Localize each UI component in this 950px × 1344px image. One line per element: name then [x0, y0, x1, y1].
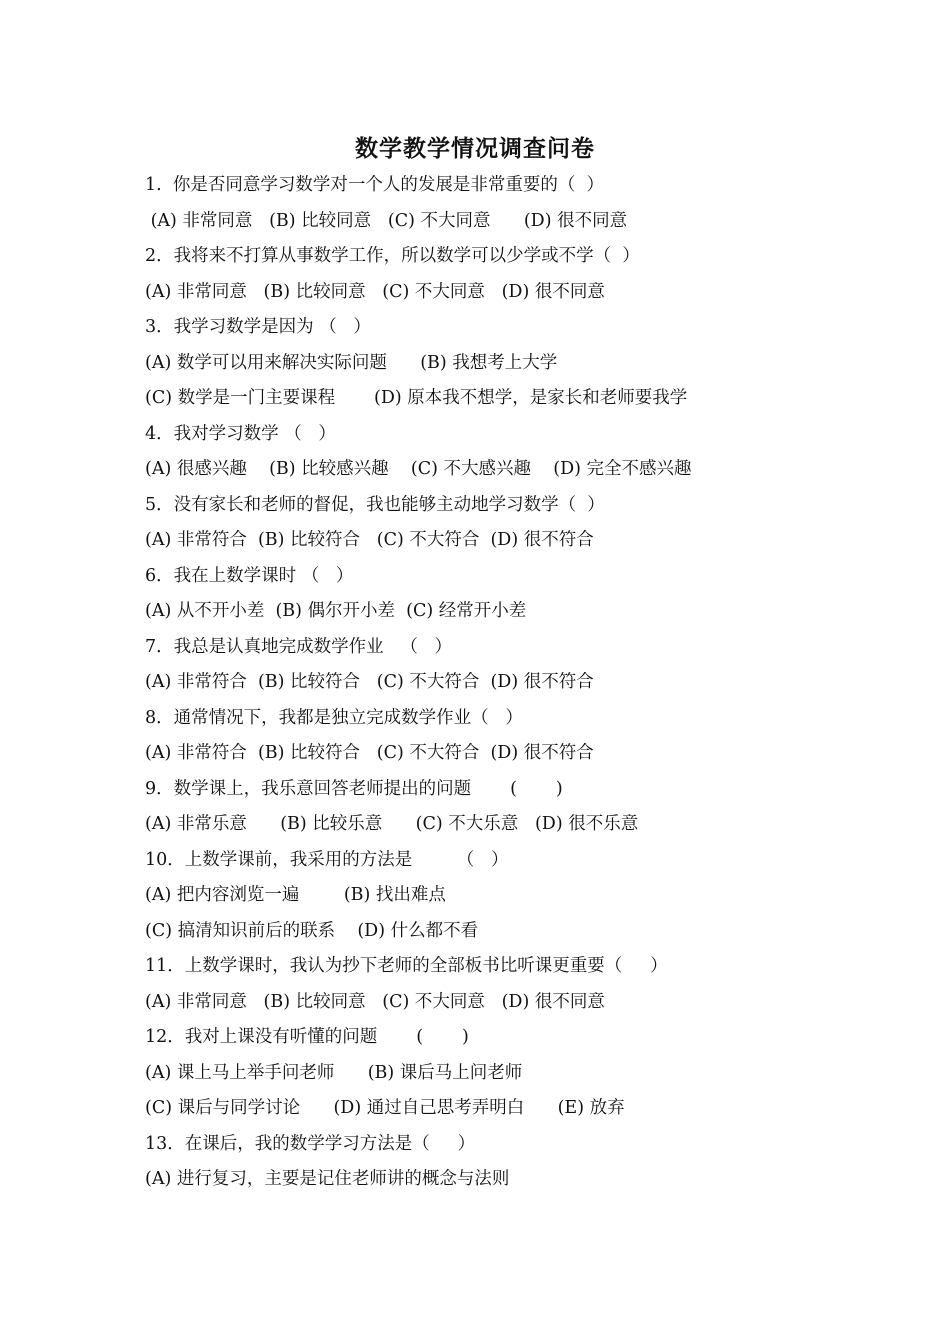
question-6: 6．我在上数学课时 （ ）	[145, 565, 354, 586]
question-12-options-ab: (A) 课上马上举手问老师 (B) 课后马上问老师	[145, 1062, 523, 1083]
question-9: 9．数学课上，我乐意回答老师提出的问题 ( )	[145, 778, 563, 799]
question-2-options: (A) 非常同意 (B) 比较同意 (C) 不大同意 (D) 很不同意	[145, 281, 605, 302]
question-13-option-a: (A) 进行复习，主要是记住老师讲的概念与法则	[145, 1169, 510, 1189]
question-4: 4．我对学习数学 （ ）	[145, 423, 336, 444]
question-12: 12．我对上课没有听懂的问题 ( )	[145, 1027, 469, 1047]
question-3-options-ab: (A) 数学可以用来解决实际问题 (B) 我想考上大学	[145, 352, 558, 373]
question-10-options-ab: (A) 把内容浏览一遍 (B) 找出难点	[145, 885, 446, 905]
question-13: 13．在课后，我的数学学习方法是（ ）	[145, 1133, 476, 1154]
question-11: 11．上数学课时，我认为抄下老师的全部板书比听课更重要（ ）	[145, 956, 668, 976]
question-12-options-cde: (C) 课后与同学讨论 (D) 通过自己思考弄明白 (E) 放弃	[145, 1098, 625, 1118]
questionnaire-body	[145, 168, 865, 1198]
question-5: 5．没有家长和老师的督促，我也能够主动地学习数学（ ）	[145, 494, 605, 515]
question-3-options-cd: (C) 数学是一门主要课程 (D) 原本我不想学，是家长和老师要我学	[145, 388, 688, 408]
question-3: 3．我学习数学是因为 （ ）	[145, 317, 371, 337]
question-1-options: (A) 非常同意 (B) 比较同意 (C) 不大同意 (D) 很不同意	[145, 210, 628, 231]
question-2: 2．我将来不打算从事数学工作，所以数学可以少学或不学（ ）	[145, 246, 640, 266]
question-1: 1. 你是否同意学习数学对一个人的发展是非常重要的（ ）	[145, 175, 604, 195]
question-8: 8．通常情况下，我都是独立完成数学作业（ ）	[145, 707, 523, 728]
question-10-options-cd: (C) 搞清知识前后的联系 (D) 什么都不看	[145, 920, 479, 941]
question-6-options: (A) 从不开小差 (B) 偶尔开小差 (C) 经常开小差	[145, 601, 527, 621]
question-4-options: (A) 很感兴趣 (B) 比较感兴趣 (C) 不大感兴趣 (D) 完全不感兴趣	[145, 459, 692, 479]
question-5-options: (A) 非常符合 (B) 比较符合 (C) 不大符合 (D) 很不符合	[145, 530, 594, 550]
question-9-options: (A) 非常乐意 (B) 比较乐意 (C) 不大乐意 (D) 很不乐意	[145, 814, 639, 834]
question-8-options: (A) 非常符合 (B) 比较符合 (C) 不大符合 (D) 很不符合	[145, 743, 594, 763]
question-7: 7．我总是认真地完成数学作业 （ ）	[145, 636, 453, 657]
question-7-options: (A) 非常符合 (B) 比较符合 (C) 不大符合 (D) 很不符合	[145, 672, 594, 692]
question-10: 10．上数学课前，我采用的方法是 （ ）	[145, 849, 509, 870]
document-title: 数学教学情况调查问卷	[355, 135, 595, 162]
question-11-options: (A) 非常同意 (B) 比较同意 (C) 不大同意 (D) 很不同意	[145, 991, 605, 1012]
